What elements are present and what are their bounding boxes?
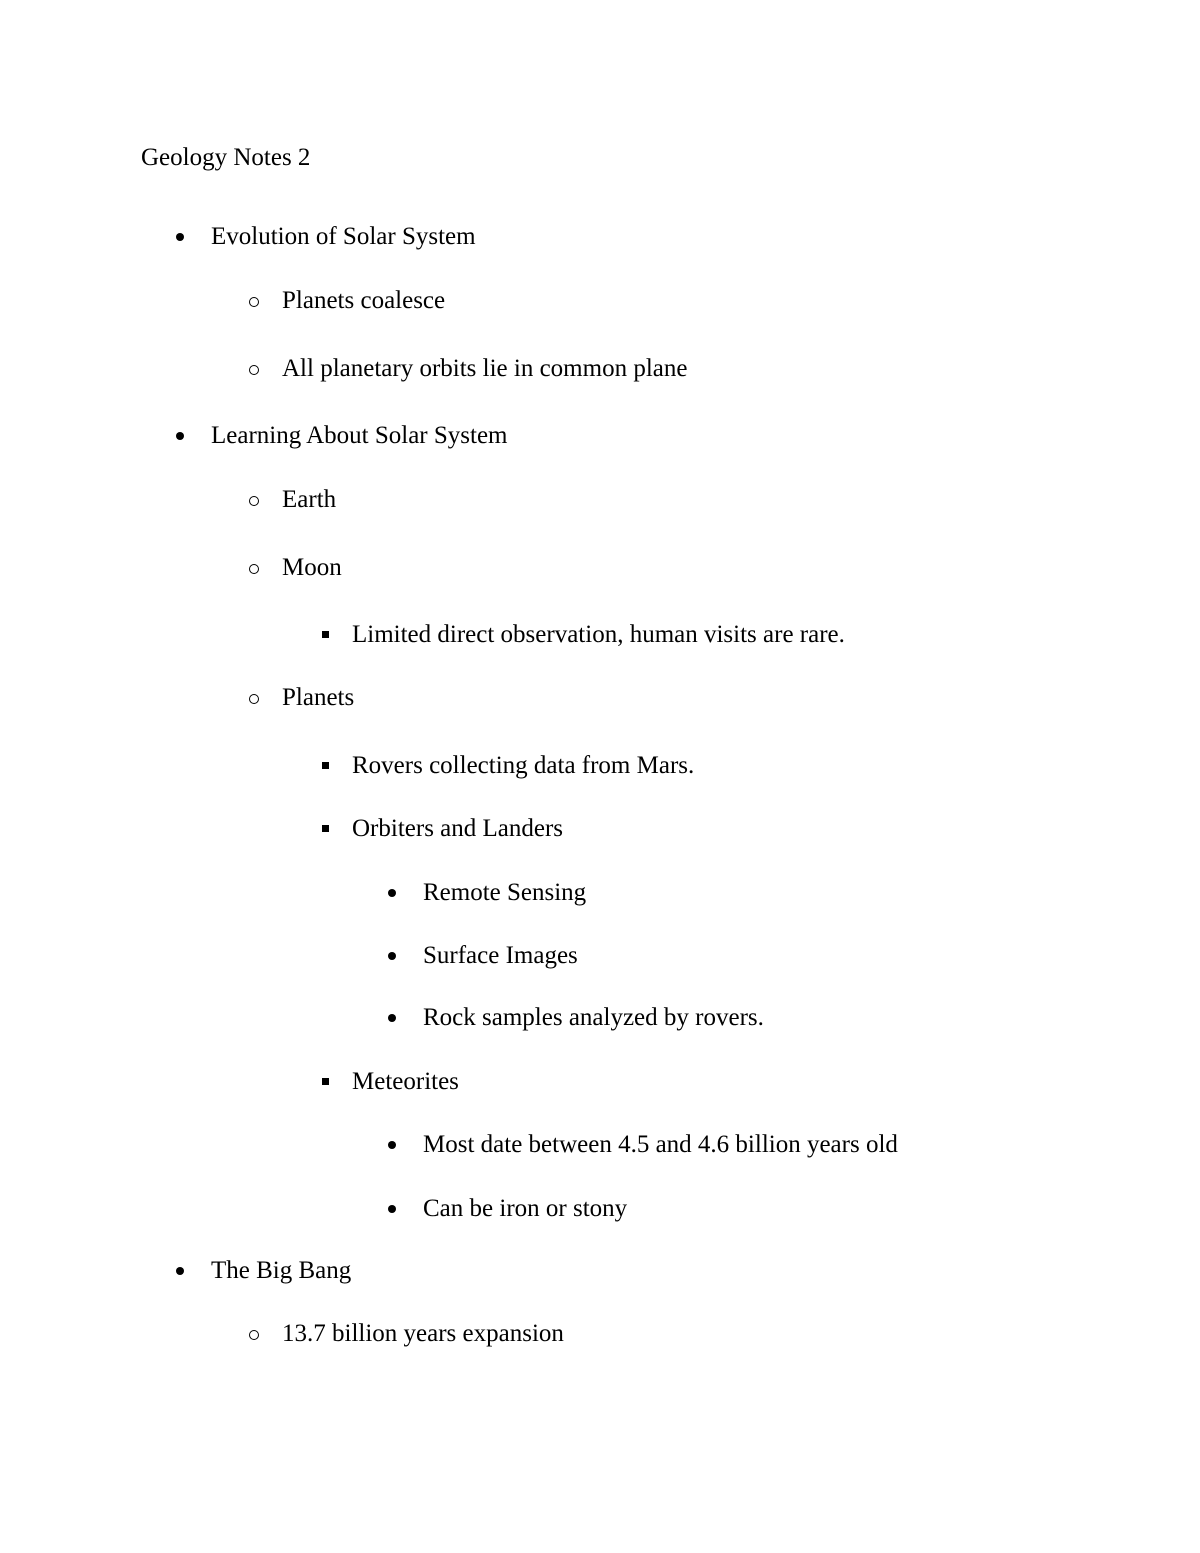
document-title: Geology Notes 2	[141, 144, 311, 171]
list-item	[282, 1318, 564, 1350]
list-item	[423, 1129, 898, 1161]
bullet-disc-icon	[388, 889, 396, 897]
list-item	[282, 285, 445, 317]
bullet-circle-icon	[249, 365, 259, 375]
list-item-text: Rock samples analyzed by rovers.	[423, 1004, 764, 1031]
bullet-circle-icon	[249, 297, 259, 307]
bullet-circle-icon	[249, 496, 259, 506]
list-item-text: Learning About Solar System	[211, 422, 508, 449]
list-item	[352, 619, 845, 651]
list-item-text: Planets	[282, 684, 355, 711]
list-item	[211, 221, 476, 253]
list-item-text: The Big Bang	[211, 1257, 352, 1284]
list-item-text: Limited direct observation, human visits are rare.	[352, 621, 845, 648]
list-item-text: Meteorites	[352, 1068, 459, 1095]
bullet-disc-icon	[176, 432, 184, 440]
bullet-square-icon	[322, 825, 329, 832]
bullet-disc-icon	[388, 1014, 396, 1022]
list-item	[352, 813, 563, 845]
list-item	[423, 877, 586, 909]
list-item	[211, 420, 508, 452]
bullet-square-icon	[322, 1078, 329, 1085]
list-item-text: Most date between 4.5 and 4.6 billion years old	[423, 1131, 898, 1158]
list-item-text: All planetary orbits lie in common plane	[282, 355, 688, 382]
list-item	[282, 353, 687, 385]
bullet-disc-icon	[176, 233, 184, 241]
bullet-circle-icon	[249, 564, 259, 574]
list-item	[423, 940, 578, 972]
list-item-text: Earth	[282, 486, 337, 513]
list-item	[352, 1066, 459, 1098]
list-item-text: Rovers collecting data from Mars.	[352, 752, 695, 779]
list-item-text: Surface Images	[423, 942, 578, 969]
list-item-text: Remote Sensing	[423, 879, 587, 906]
list-item	[282, 682, 354, 714]
list-item	[423, 1002, 764, 1034]
list-item-text: Can be iron or stony	[423, 1195, 628, 1222]
bullet-disc-icon	[176, 1267, 184, 1275]
list-item-text: 13.7 billion years expansion	[282, 1320, 564, 1347]
list-item	[423, 1193, 627, 1225]
list-item	[352, 750, 694, 782]
list-item	[211, 1255, 351, 1287]
list-item-text: Evolution of Solar System	[211, 223, 476, 250]
list-item	[282, 552, 342, 584]
list-item-text: Moon	[282, 554, 342, 581]
list-item-text: Planets coalesce	[282, 287, 446, 314]
bullet-circle-icon	[249, 694, 259, 704]
bullet-disc-icon	[388, 952, 396, 960]
bullet-circle-icon	[249, 1330, 259, 1340]
list-item-text: Orbiters and Landers	[352, 815, 564, 842]
bullet-disc-icon	[388, 1205, 396, 1213]
list-item	[282, 484, 336, 516]
bullet-square-icon	[322, 631, 329, 638]
bullet-disc-icon	[388, 1141, 396, 1149]
bullet-square-icon	[322, 762, 329, 769]
